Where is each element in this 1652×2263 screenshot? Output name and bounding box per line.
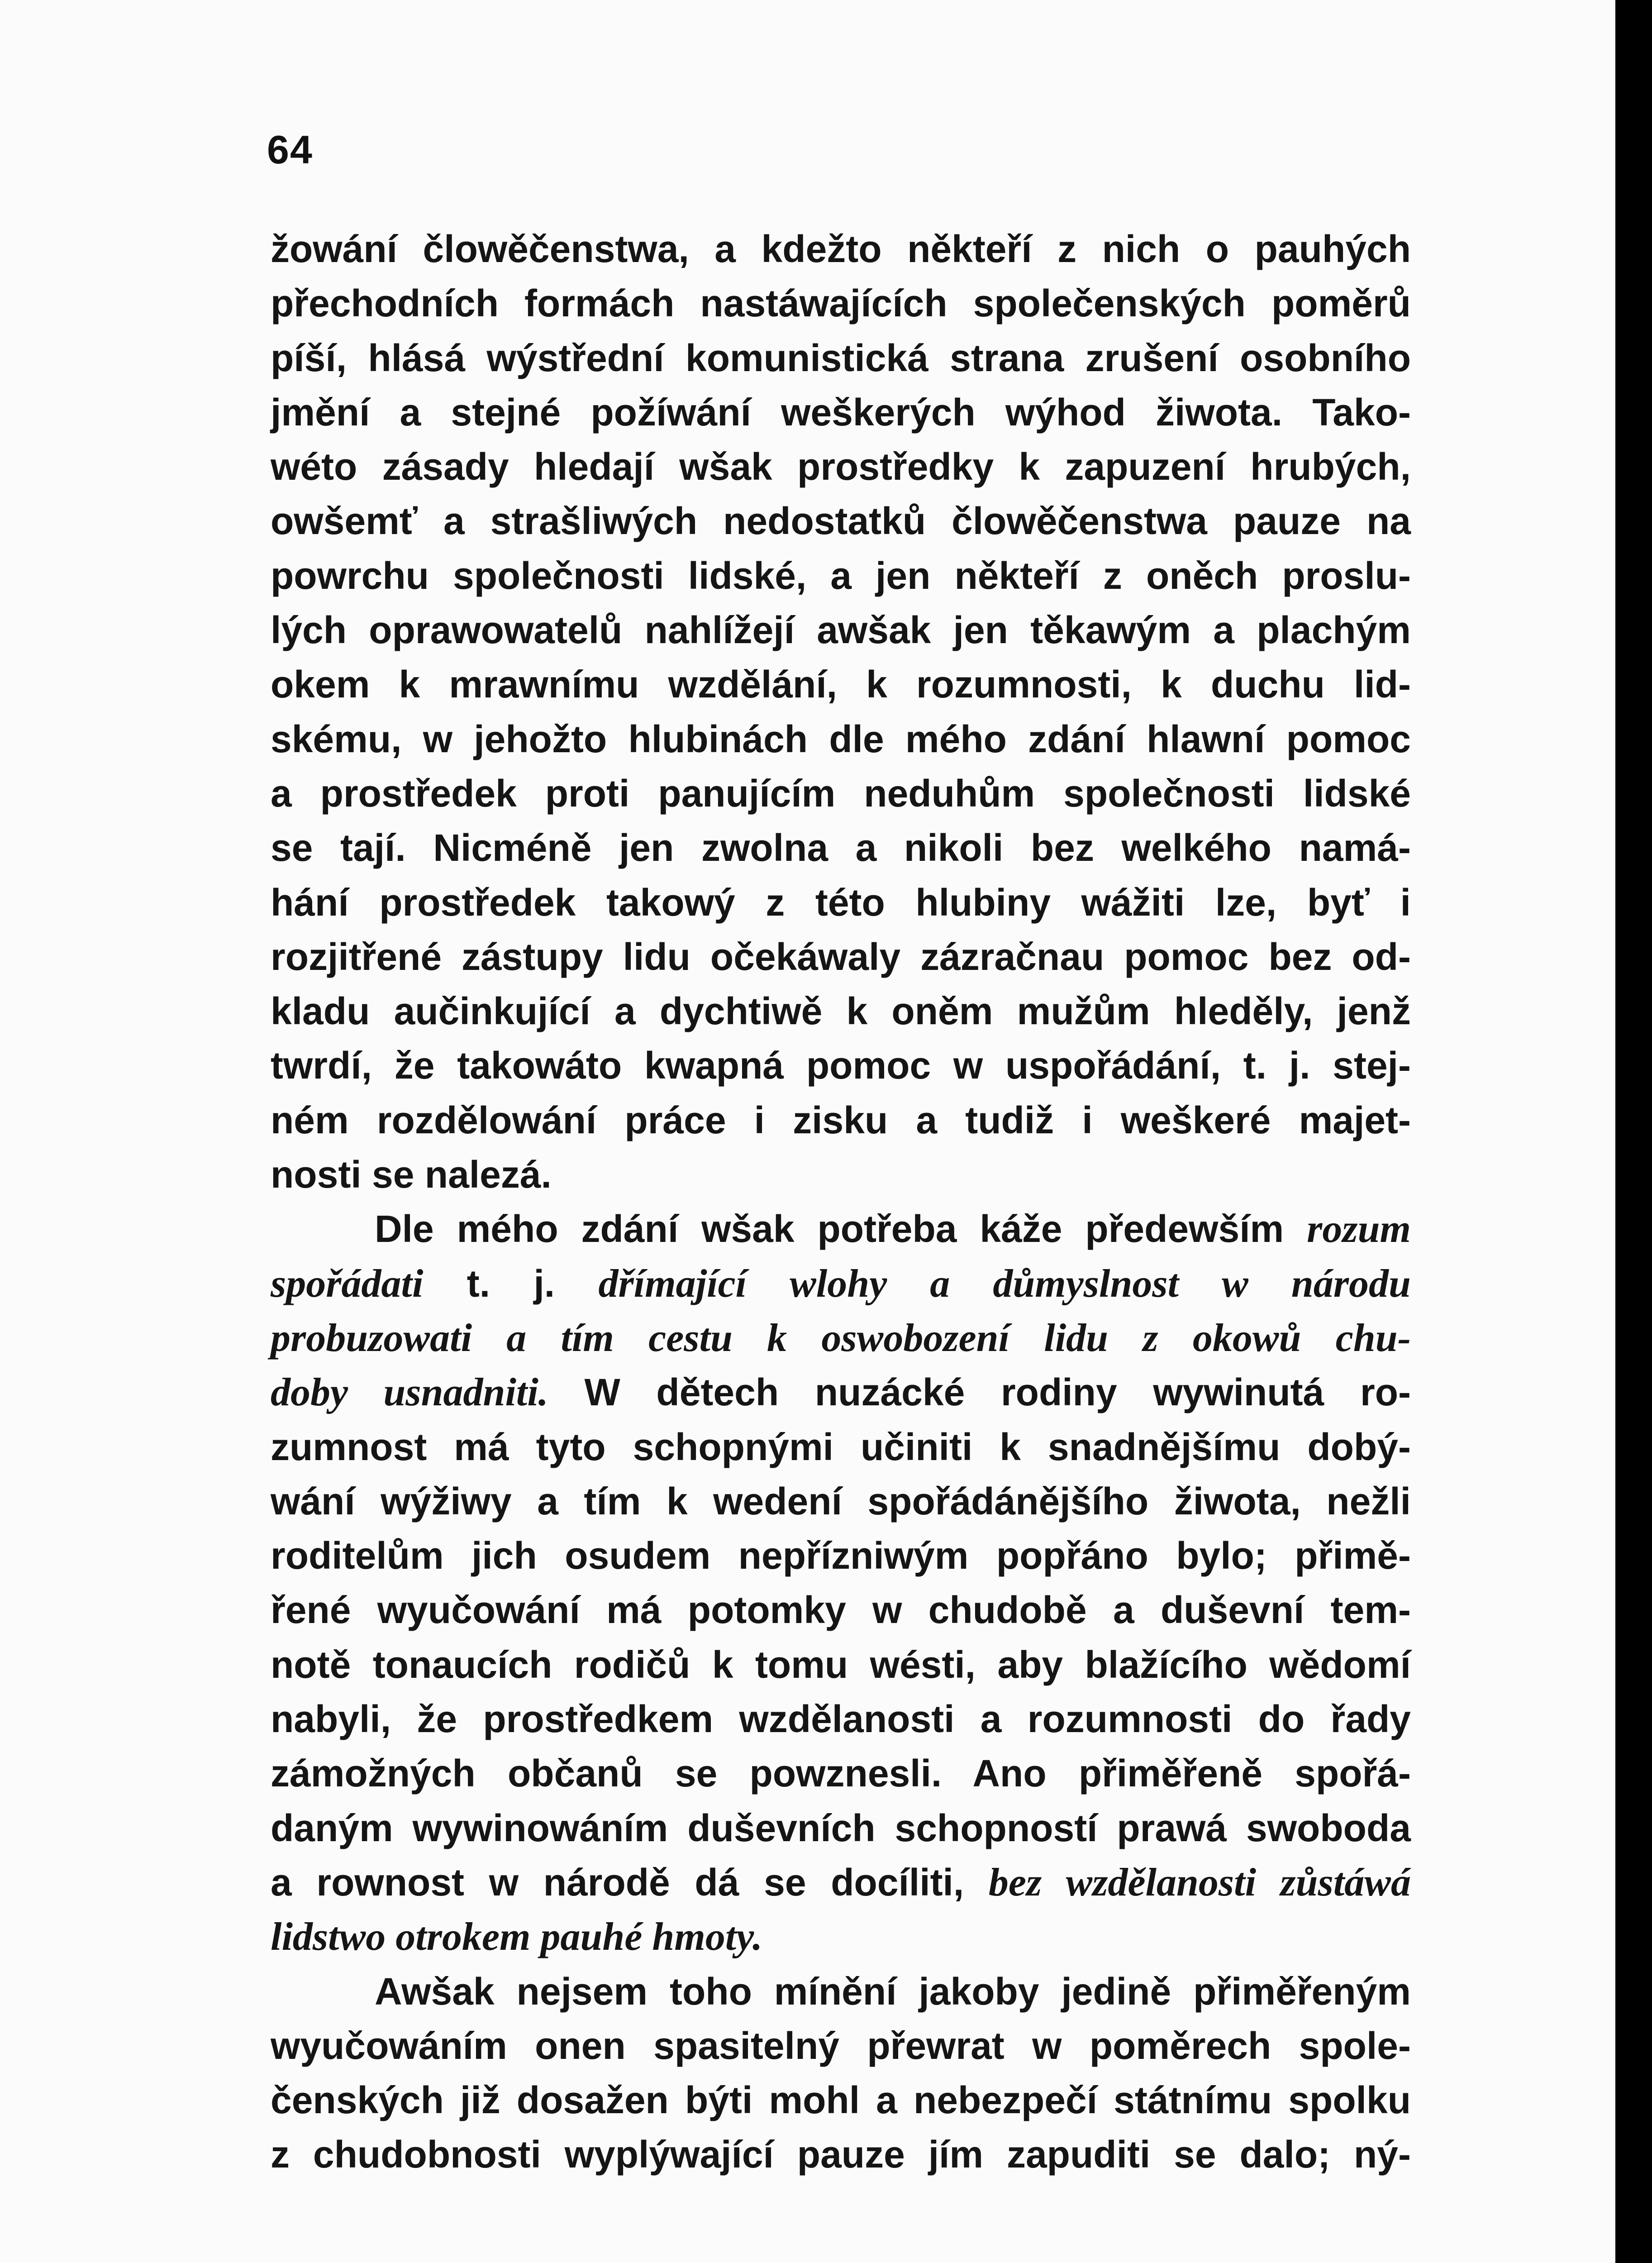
text-line: píší, hlásá wýstřední komunistická strana zrušení osobního [271, 336, 1411, 379]
italic-text: rozum [1307, 1207, 1411, 1251]
text-line: daným wywinowáním duševních schopností prawá swoboda [271, 1806, 1411, 1849]
text-line: skému, w jehožto hlubinách dle mého zdání hlawní pomoc [271, 717, 1411, 760]
text-line: twrdí, že takowáto kwapná pomoc w uspořádání, t. j. stej- [271, 1044, 1411, 1087]
text-line: notě tonaucích rodičů k tomu wésti, aby blažícího wědomí [271, 1643, 1411, 1686]
italic-text: dřímající wlohy a důmyslnost w národu [598, 1261, 1411, 1306]
text-line [271, 1855, 1411, 1910]
text-line: lých oprawowatelů nahlížejí awšak jen těkawým a plachým [271, 609, 1411, 652]
text-run: t. j. [423, 1262, 599, 1305]
text-line: kladu aučinkující a dychtiwě k oněm mužům hleděly, jenž [271, 990, 1411, 1033]
italic-text: doby usnadniti. [271, 1370, 548, 1415]
text-line: wání wýžiwy a tím k wedení spořádánějšího žiwota, nežli [271, 1480, 1411, 1523]
text-line [271, 1365, 1411, 1419]
text-line [271, 1256, 1411, 1311]
italic-text: bez wzdělanosti zůstáwá [988, 1860, 1411, 1905]
text-line: nabyli, že prostředkem wzdělanosti a rozumnosti do řady [271, 1698, 1411, 1741]
text-line: hání prostředek takowý z této hlubiny wážiti lze, byť i [271, 881, 1411, 924]
scan-border [1615, 0, 1652, 2263]
text-run: Dle mého zdání wšak potřeba káže předewším [375, 1208, 1307, 1251]
text-line: zámožných občanů se powznesli. Ano přiměřeně spořá- [271, 1752, 1411, 1795]
page-number: 64 [267, 127, 313, 172]
text-line: přechodních formách nastáwajících společenských poměrů [271, 282, 1411, 325]
body-text [271, 222, 1411, 2182]
text-line: okem k mrawnímu wzdělání, k rozumnosti, k duchu lid- [271, 663, 1411, 706]
text-line [271, 1910, 1411, 1964]
text-line: rozjitřené zástupy lidu očekáwaly zázračnau pomoc bez od- [271, 935, 1411, 978]
text-line: wyučowáním onen spasitelný přewrat w poměrech spole- [271, 2024, 1411, 2067]
text-line: powrchu společnosti lidské, a jen někteří z oněch proslu- [271, 554, 1411, 597]
text-line: zumnost má tyto schopnými učiniti k snadnějšímu dobý- [271, 1425, 1411, 1468]
text-line: se tají. Nicméně jen zwolna a nikoli bez welkého namá- [271, 826, 1411, 869]
italic-text: lidstwo otrokem pauhé hmoty. [271, 1915, 763, 1959]
text-line [271, 1202, 1411, 1256]
text-line: žowání člowěčenstwa, a kdežto někteří z nich o pauhých [271, 228, 1411, 270]
text-line: Awšak nejsem toho mínění jakoby jedině přiměřeným [375, 1970, 1411, 2013]
text-line [271, 1311, 1411, 1365]
text-line: řené wyučowání má potomky w chudobě a duševní tem- [271, 1589, 1411, 1632]
text-line: roditelům jich osudem nepřízniwým popřáno bylo; přimě- [271, 1534, 1411, 1577]
text-line: a prostředek proti panujícím neduhům společnosti lidské [271, 772, 1411, 815]
text-run: W dětech nuzácké rodiny wywinutá ro- [548, 1371, 1411, 1414]
text-line: owšemť a strašliwých nedostatků člowěčenstwa pauze na [271, 500, 1411, 543]
text-run: a rownost w národě dá se docíliti, [271, 1861, 989, 1904]
text-line: wéto zásady hledají wšak prostředky k zapuzení hrubých, [271, 445, 1411, 488]
text-line: ném rozdělowání práce i zisku a tudiž i weškeré majet- [271, 1098, 1411, 1141]
text-line: jmění a stejné požíwání weškerých wýhod žiwota. Tako- [271, 391, 1411, 434]
italic-text: spořádati [271, 1261, 424, 1306]
text-line: z chudobnosti wyplýwající pauze jím zapuditi se dalo; ný- [271, 2133, 1411, 2176]
italic-text: probuzowati a tím cestu k oswobození lidu z okowů chu- [271, 1316, 1411, 1360]
text-line: nosti se nalezá. [271, 1153, 552, 1196]
text-line: čenských již dosažen býti mohl a nebezpečí státnímu spolku [271, 2079, 1411, 2122]
